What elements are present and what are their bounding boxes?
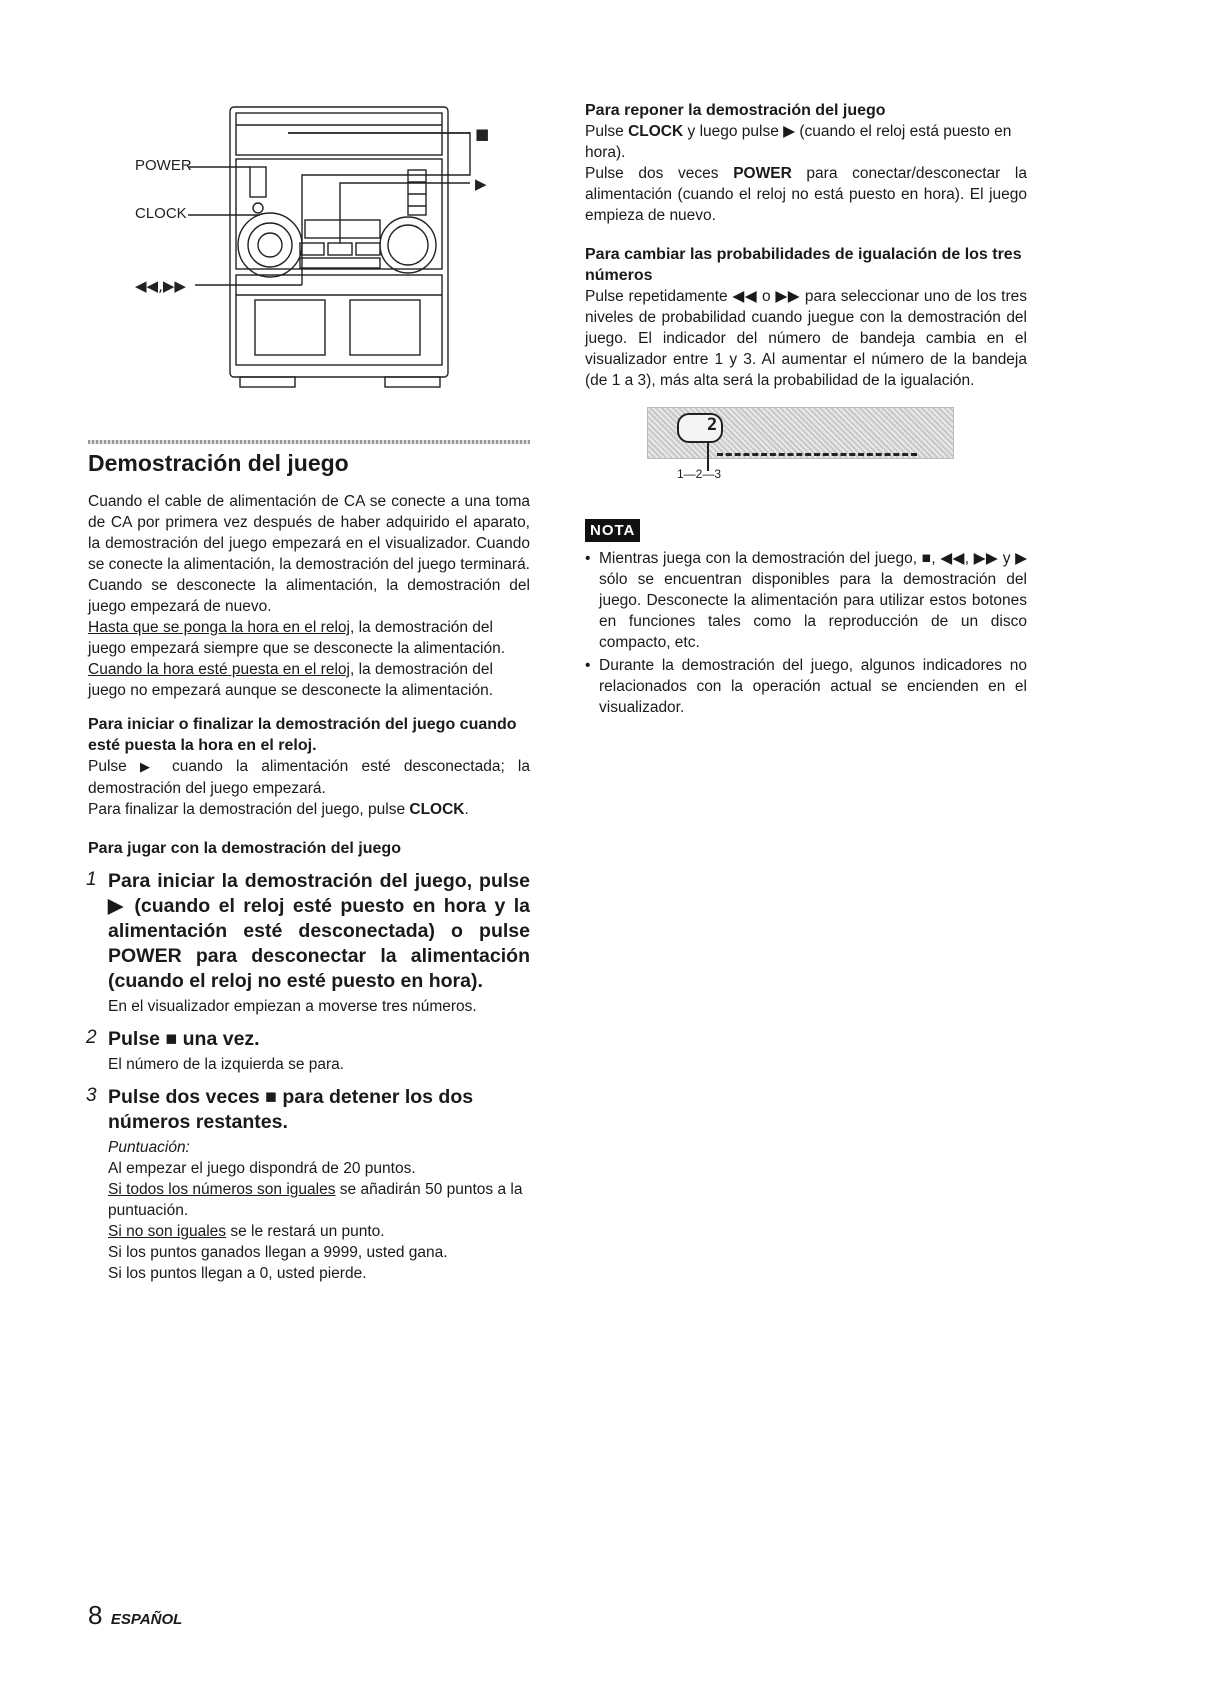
text: Pulse: [585, 123, 629, 140]
text: para conectar/desconectar la alimentación (cuando el reloj no está puesto en hora). El juego empieza de nuevo.: [585, 165, 1027, 224]
intro-paragraph-1: Cuando el cable de alimentación de CA se conecte a una toma de CA por primera vez después de haber adquirido el aparato, la demostración del juego empezará en el visualizador. Cuando se conecte la alimentación, la demostración del juego terminará. Cuando se desconecte la alimentación, la demostración del juego empezará de nuevo.: [88, 493, 530, 615]
step-2-title: Pulse ■ una vez.: [108, 1028, 260, 1050]
step-3-number: 3: [86, 1085, 97, 1106]
reset-p2: [585, 163, 1027, 226]
text: Para finalizar la demostración del juego, pulse: [88, 801, 410, 818]
tray-digit: 2: [707, 415, 718, 435]
probability-title: Para cambiar las probabilidades de igualación de los tres números: [585, 246, 1022, 284]
section-rule: [88, 440, 530, 444]
intro-3-rest: , la demostración del juego no empezará aunque se desconecte la alimentación.: [88, 661, 493, 699]
text: Si todos los números son iguales: [108, 1181, 336, 1198]
text: Si no son iguales: [108, 1223, 227, 1240]
label-skip: ◀◀,▶▶: [135, 277, 186, 295]
display-illustration: [647, 407, 957, 507]
language-label: ESPAÑOL: [110, 1611, 183, 1628]
text: .: [464, 801, 469, 818]
section-title: Demostración del juego: [88, 450, 349, 476]
power-bold: POWER: [733, 165, 792, 182]
page-number: 8: [88, 1600, 103, 1630]
subsection-start-stop-p1: [88, 756, 530, 799]
text: se añadirán 50 puntos a la puntuación.: [108, 1181, 523, 1219]
nota-label: NOTA: [585, 519, 640, 542]
step-1: [86, 869, 530, 1017]
probability-body: Pulse repetidamente ◀◀ o ▶▶ para seleccionar uno de los tres niveles de probabilidad cuando juegue con la demostración del juego. El indicador del número de bandeja cambia en el visualizador entre 1 y 3. Al aumentar el número de la bandeja (de 1 a 3), más alta será la probabilidad de la igualación.: [585, 288, 1027, 389]
left-column: [88, 440, 530, 1284]
intro-2-underlined: Hasta que se ponga la hora en el reloj: [88, 619, 350, 636]
label-stop: ■: [475, 125, 490, 143]
label-power: POWER: [135, 157, 192, 174]
text: se le restará un punto.: [226, 1223, 385, 1240]
subsection-start-stop-p2: [88, 799, 530, 820]
intro-2-rest: , la demostración del juego empezará siempre que se desconecte la alimentación.: [88, 619, 506, 657]
clock-bold: CLOCK: [409, 801, 465, 818]
nota-badge: [585, 519, 1027, 542]
reset-p1: [585, 121, 1027, 163]
subsection-play-title: Para jugar con la demostración del juego: [88, 840, 401, 857]
scoring-label: Puntuación:: [108, 1139, 190, 1156]
label-clock: CLOCK: [135, 205, 187, 222]
scoring-line-5: Si los puntos llegan a 0, usted pierde.: [108, 1265, 367, 1282]
scoring-line-2: [108, 1179, 530, 1221]
scoring-line-1: Al empezar el juego dispondrá de 20 puntos.: [108, 1160, 416, 1177]
step-2-body: El número de la izquierda se para.: [108, 1056, 345, 1073]
intro-paragraph-3: [88, 659, 530, 701]
step-2-number: 2: [86, 1027, 97, 1048]
subsection-start-stop-title: Para iniciar o finalizar la demostración del juego cuando esté puesta la hora en el reloj.: [88, 716, 517, 754]
step-3-title: Pulse dos veces ■ para detener los dos números restantes.: [108, 1086, 474, 1133]
display-dash-line: [717, 453, 917, 456]
step-1-title: Para iniciar la demostración del juego, pulse ▶ (cuando el reloj esté puesto en hora y la alimentación esté desconectada) o pulse POWER para desconectar la alimentación (cuando el reloj no esté puesto en hora).: [108, 870, 530, 992]
note-1: • Mientras juega con la demostración del juego, ■, ◀◀, ▶▶ y ▶ sólo se encuentran disponibles para la demostración del juego. Desconecte la alimentación para utilizar estos botones en funciones tales como la reproducción de un disco compacto, etc.: [585, 548, 1027, 653]
right-column: [585, 100, 1027, 718]
step-2: [86, 1027, 530, 1075]
stereo-figure: [135, 95, 540, 400]
step-3: [86, 1085, 530, 1284]
note-2: • Durante la demostración del juego, algunos indicadores no relacionados con la operación actual se encienden en el visualizador.: [585, 655, 1027, 718]
play-symbol: ▶: [139, 760, 159, 775]
label-play: ▶: [475, 175, 487, 193]
text: Pulse: [88, 758, 140, 775]
step-1-number: 1: [86, 869, 97, 890]
text: cuando la alimentación esté desconectada; la demostración del juego empezará.: [88, 758, 530, 797]
text: y luego pulse ▶ (cuando el reloj está puesto en hora).: [585, 123, 1012, 161]
scoring-line-3: [108, 1221, 530, 1242]
text: Pulse dos veces: [585, 165, 734, 182]
tray-scale: 1—2—3: [677, 467, 722, 481]
reset-title: Para reponer la demostración del juego: [585, 102, 886, 119]
clock-bold: CLOCK: [628, 123, 684, 140]
intro-paragraph-2: [88, 617, 530, 659]
intro-3-underlined: Cuando la hora esté puesta en el reloj: [88, 661, 350, 678]
scoring-line-4: Si los puntos ganados llegan a 9999, usted gana.: [108, 1244, 448, 1261]
step-1-body: En el visualizador empiezan a moverse tres números.: [108, 998, 477, 1015]
page-footer: [88, 1600, 182, 1631]
